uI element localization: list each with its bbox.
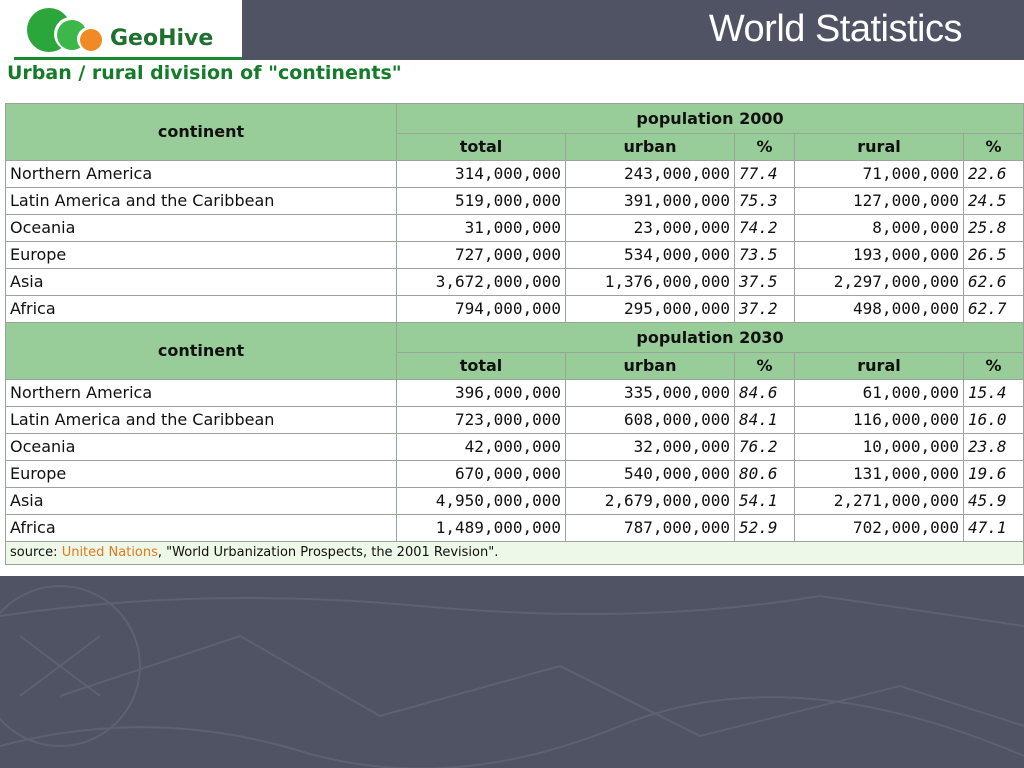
rural-cell: 498,000,000 [795,296,964,323]
rural-cell: 116,000,000 [795,407,964,434]
total-cell: 3,672,000,000 [397,269,566,296]
urban-percent-cell: 75.3 [735,188,795,215]
continent-cell: Oceania [6,434,397,461]
rural-header: rural [795,134,964,161]
urban-percent-cell: 77.4 [735,161,795,188]
rural-percent-cell: 24.5 [964,188,1024,215]
total-cell: 670,000,000 [397,461,566,488]
rural-header: rural [795,353,964,380]
total-cell: 519,000,000 [397,188,566,215]
rural-percent-cell: 62.6 [964,269,1024,296]
urban-percent-cell: 76.2 [735,434,795,461]
continent-cell: Asia [6,269,397,296]
rural-percent-header: % [964,134,1024,161]
rural-percent-cell: 47.1 [964,515,1024,542]
continent-cell: Oceania [6,215,397,242]
rural-percent-cell: 15.4 [964,380,1024,407]
urban-cell: 295,000,000 [566,296,735,323]
table-row [6,188,1024,215]
urban-cell: 787,000,000 [566,515,735,542]
table-row [6,269,1024,296]
urban-percent-cell: 80.6 [735,461,795,488]
urban-percent-header: % [735,353,795,380]
continent-cell: Europe [6,461,397,488]
rural-cell: 8,000,000 [795,215,964,242]
rural-cell: 10,000,000 [795,434,964,461]
total-cell: 314,000,000 [397,161,566,188]
source-cell [6,542,1024,565]
slide-title: World Statistics [708,8,962,50]
total-cell: 727,000,000 [397,242,566,269]
urban-cell: 2,679,000,000 [566,488,735,515]
continent-cell: Africa [6,296,397,323]
section-header-row [6,104,1024,134]
population-year-header: population 2000 [397,104,1024,134]
total-cell: 4,950,000,000 [397,488,566,515]
continent-header: continent [6,323,397,380]
continent-cell: Latin America and the Caribbean [6,188,397,215]
total-cell: 1,489,000,000 [397,515,566,542]
source-suffix: , "World Urbanization Prospects, the 2001 Revision". [157,545,499,560]
table-row [6,242,1024,269]
urban-percent-cell: 37.5 [735,269,795,296]
total-cell: 794,000,000 [397,296,566,323]
statistics-table [5,103,1024,565]
continent-header: continent [6,104,397,161]
continent-cell: Northern America [6,161,397,188]
page-heading: Urban / rural division of "continents" [7,62,402,84]
rural-cell: 131,000,000 [795,461,964,488]
rural-percent-cell: 25.8 [964,215,1024,242]
logo[interactable] [0,0,242,60]
urban-cell: 32,000,000 [566,434,735,461]
continent-cell: Europe [6,242,397,269]
rural-cell: 71,000,000 [795,161,964,188]
rural-percent-cell: 19.6 [964,461,1024,488]
urban-cell: 1,376,000,000 [566,269,735,296]
table-row [6,380,1024,407]
total-cell: 396,000,000 [397,380,566,407]
source-prefix: source: [10,545,62,560]
urban-percent-cell: 37.2 [735,296,795,323]
urban-percent-header: % [735,134,795,161]
total-header: total [397,134,566,161]
urban-percent-cell: 54.1 [735,488,795,515]
table-row [6,296,1024,323]
urban-cell: 540,000,000 [566,461,735,488]
statistics-table-body [6,104,1024,565]
urban-header: urban [566,134,735,161]
population-year-header: population 2030 [397,323,1024,353]
rural-cell: 61,000,000 [795,380,964,407]
rural-cell: 2,297,000,000 [795,269,964,296]
urban-percent-cell: 84.6 [735,380,795,407]
rural-percent-cell: 45.9 [964,488,1024,515]
table-row [6,407,1024,434]
source-row [6,542,1024,565]
total-header: total [397,353,566,380]
table-row [6,488,1024,515]
rural-cell: 193,000,000 [795,242,964,269]
header-bar [0,0,1024,60]
background-map-lines [0,576,1024,768]
table-row [6,515,1024,542]
urban-cell: 534,000,000 [566,242,735,269]
urban-percent-cell: 73.5 [735,242,795,269]
urban-header: urban [566,353,735,380]
table-row [6,434,1024,461]
urban-cell: 335,000,000 [566,380,735,407]
table-row [6,461,1024,488]
content-panel [0,60,1024,576]
urban-percent-cell: 84.1 [735,407,795,434]
rural-percent-cell: 23.8 [964,434,1024,461]
rural-percent-cell: 16.0 [964,407,1024,434]
source-link[interactable]: United Nations [61,545,158,560]
logo-text: GeoHive [110,26,214,51]
rural-cell: 702,000,000 [795,515,964,542]
logo-circles-icon [24,6,114,56]
rural-cell: 2,271,000,000 [795,488,964,515]
urban-cell: 391,000,000 [566,188,735,215]
section-header-row [6,323,1024,353]
urban-cell: 608,000,000 [566,407,735,434]
rural-percent-cell: 26.5 [964,242,1024,269]
continent-cell: Africa [6,515,397,542]
total-cell: 42,000,000 [397,434,566,461]
continent-cell: Asia [6,488,397,515]
total-cell: 723,000,000 [397,407,566,434]
rural-cell: 127,000,000 [795,188,964,215]
total-cell: 31,000,000 [397,215,566,242]
urban-percent-cell: 52.9 [735,515,795,542]
rural-percent-header: % [964,353,1024,380]
table-row [6,215,1024,242]
continent-cell: Northern America [6,380,397,407]
rural-percent-cell: 62.7 [964,296,1024,323]
urban-percent-cell: 74.2 [735,215,795,242]
urban-cell: 243,000,000 [566,161,735,188]
rural-percent-cell: 22.6 [964,161,1024,188]
urban-cell: 23,000,000 [566,215,735,242]
table-row [6,161,1024,188]
continent-cell: Latin America and the Caribbean [6,407,397,434]
